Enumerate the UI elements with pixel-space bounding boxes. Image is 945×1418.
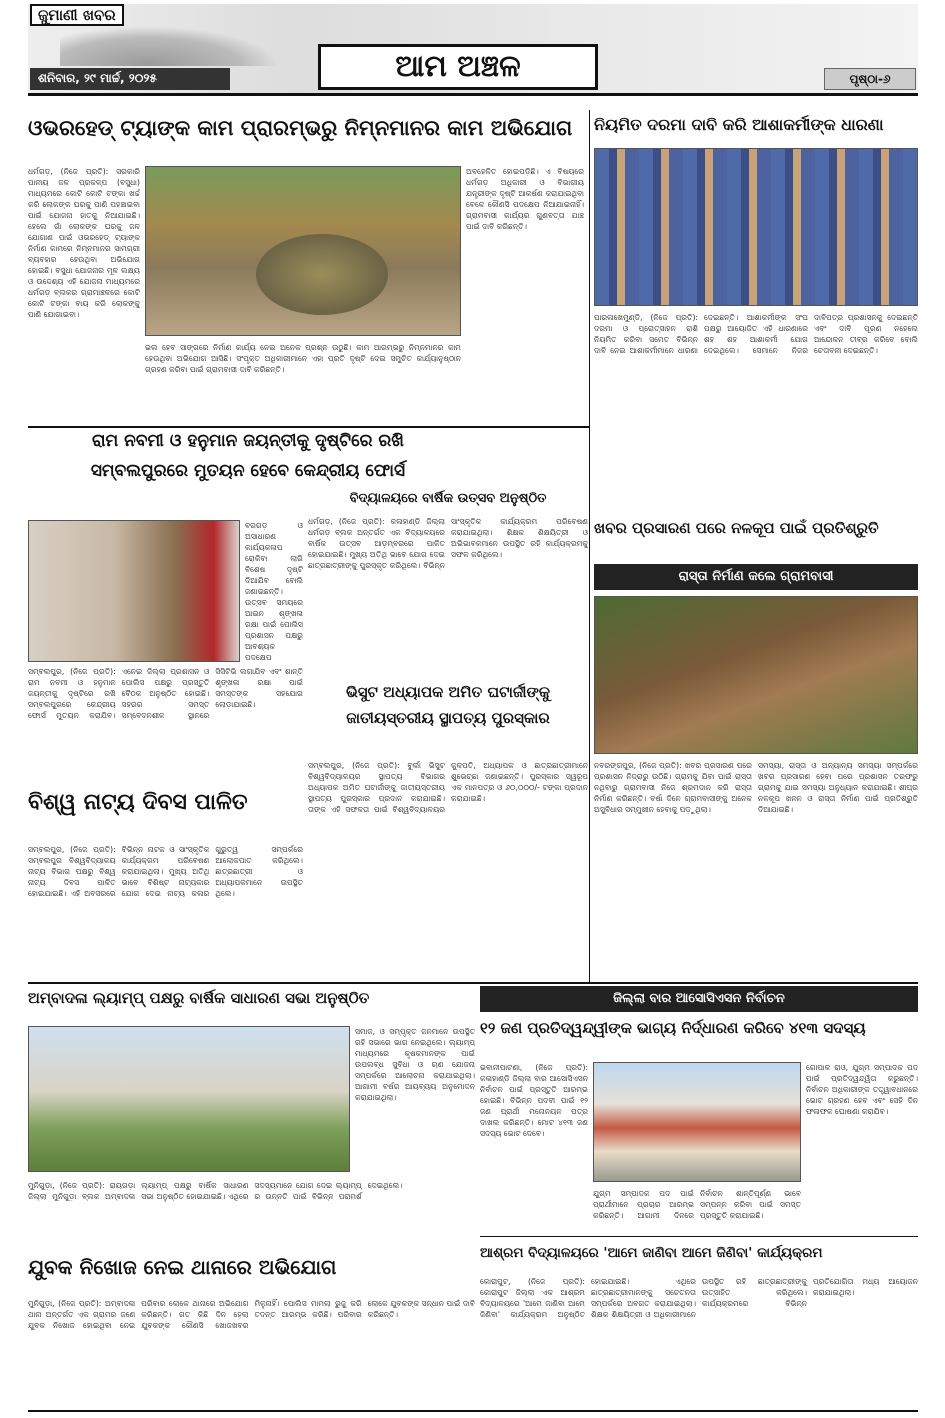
article-ram-navami-body: ସମ୍ବଲପୁର, (ନିଜେ ପ୍ରତି): ରାମ ନବମୀ ଓ ହନୁମାନ ଜୟନ୍ତୀକୁ ଦୃଷ୍ଟିରେ ରଖି ସମ୍ବଲପୁରରେ କେନ୍ଦ୍ରୀୟ ଫୋର୍ସ ମୁତୟନ କରାଯିବ। ଏନେଇ ଜିଲ୍ଲା ପ୍ରଶାସନ ଓ ପୋଲିସ ପକ୍ଷରୁ ପ୍ରସ୍ତୁତି ବୈଠକ ଅନୁଷ୍ଠିତ ହୋଇଛି। ସହରର ସମସ୍ତ ସମ୍ବେଦନଶୀଳ ସ୍ଥାନରେ ସିସିଟିଭି ଲଗାଯିବ ଏବଂ ଶାନ୍ତି ଶୃଙ୍ଖଳା ରକ୍ଷା ପାଇଁ ସମସ୍ତଙ୍କ ସହଯୋଗ ଲୋଡ଼ାଯାଇଛି।	[28, 667, 303, 720]
headline-ambadala-lamp: ଅମ୍ବାଦଳା ଲ୍ୟାମ୍ପ୍ ପକ୍ଷରୁ ବାର୍ଷିକ ସାଧାରଣ ସଭା ଅନୁଷ୍ଠିତ	[28, 989, 370, 1007]
headline-ashram-school: ଆଶ୍ରମ ବିଦ୍ୟାଳୟରେ 'ଆମେ ଜାଣିବା ଆମେ ଜିଣିବା' କାର୍ଯ୍ୟକ୍ରମ	[480, 1245, 823, 1261]
headline-overhead-tank: ଓଭରହେଡ୍ ଟ୍ୟାଙ୍କ କାମ ପ୍ରାରମ୍ଭରୁ ନିମ୍ନମାନର କାମ ଅଭିଯୋଗ	[28, 116, 573, 140]
article-ashram-school-body: କୋରାପୁଟ, (ନିଜେ ପ୍ରତି): କୋରାପୁଟ ଜିଲ୍ଲା ଏକ ଆଶ୍ରମ ବିଦ୍ୟାଳୟରେ 'ଆମେ ଜାଣିବା ଆମେ ଜିଣିବା' କାର୍ଯ୍ୟକ୍ରମ ଅନୁଷ୍ଠିତ ହୋଇଯାଇଛି। ଏଥିରେ ଛାତ୍ରଛାତ୍ରୀମାନଙ୍କୁ ସଚେତନତା ସମ୍ପର୍କରେ ଅବଗତ କରାଯାଇଥିଲା। ଶିକ୍ଷକ ଶିକ୍ଷୟିତ୍ରୀ ଓ ଅଧିକାରୀମାନେ ଉପସ୍ଥିତ ରହି ଛାତ୍ରଛାତ୍ରୀଙ୍କୁ ଉତ୍ସାହିତ କରିଥିଲେ। କାର୍ଯ୍ୟକ୍ରମରେ ବିଭିନ୍ନ ପ୍ରତିଯୋଗିତା ମଧ୍ୟ ଆୟୋଜନ କରାଯାଇଥିଲା।	[480, 1277, 918, 1319]
headline-tubewell-promise: ଖବର ପ୍ରସାରଣ ପରେ ନଳକୂପ ପାଇଁ ପ୍ରତିଶ୍ରୁତି	[594, 519, 879, 537]
article-bar-association-body-right: ଗୋପାଳ ରାଓ, ଯୁଗ୍ମ ସମ୍ପାଦକ ପଦ ପାଇଁ ପ୍ରତିଦ୍ୱନ୍ଦ୍ୱିତା କରୁଛନ୍ତି। ନିର୍ବାଚନ ଅଧିକାରୀଙ୍କ ତତ୍ତ୍ୱାବଧାନରେ ଭୋଟ ଗ୍ରହଣ ହେବ ଏବଂ ସେହି ଦିନ ଫଳାଫଳ ଘୋଷଣା କରାଯିବ।	[806, 1063, 918, 1116]
article-missing-youth-body: ମୁନିଗୁଡ଼ା, (ନିଜେ ପ୍ରତି): ଅମ୍ବାଦଳା ଥାନା ଅନ୍ତର୍ଗତ ଏକ ଗ୍ରାମର ଜଣେ ଯୁବକ ନିଖୋଜ ହୋଇଥିବା ନେଇ ପରିବାର ଲୋକେ ଥାନାରେ ଅଭିଯୋଗ କରିଛନ୍ତି। ଗତ କିଛି ଦିନ ହେଲା ଯୁବକଙ୍କ କୌଣସି ଖୋଜଖବର ମିଳୁନାହିଁ। ପୋଲିସ ମାମଲା ରୁଜୁ କରି ତଦନ୍ତ ଆରମ୍ଭ କରିଛି। ପରିବାର ଲୋକେ ଯୁବକଙ୍କ ସନ୍ଧାନ ପାଇଁ ଦାବି କରିଛନ୍ତି।	[28, 1299, 475, 1330]
newspaper-brand: ଜୁମାଣୀ ଖବର	[30, 4, 124, 26]
headline-world-theatre-day: ବିଶ୍ୱ ନାଟ୍ୟ ଦିବସ ପାଳିତ	[28, 790, 248, 815]
headline-ram-navami-line1: ରାମ ନବମୀ ଓ ହନୁମାନ ଜୟନ୍ତୀକୁ ଦୃଷ୍ଟିରେ ରଖି	[91, 431, 404, 451]
headline-school-festival: ବିଦ୍ୟାଳୟରେ ବାର୍ଷିକ ଉତ୍ସବ ଅନୁଷ୍ଠିତ	[349, 491, 547, 506]
headline-award-line2: ଜାତୀୟସ୍ତରୀୟ ସ୍ଥାପତ୍ୟ ପୁରସ୍କାର	[346, 709, 550, 727]
photo-lamp-meeting	[28, 1026, 350, 1172]
divider-ashram	[480, 1236, 918, 1237]
article-asha-body: ପାରଳାଖେମୁଣ୍ଡି, (ନିଜେ ପ୍ରତି): ଦରମା ଓ ପ୍ରୋତ୍ସାହନ ରାଶି ନିୟମିତ କରିବା ସମେତ ବିଭିନ୍ନ ଦାବି ନେଇ ଆଶାକର୍ମୀମାନେ ଧାରଣା ଦେଇଛନ୍ତି। ଆଶାକର୍ମୀଙ୍କ ସଂଘ ପକ୍ଷରୁ ଆୟୋଜିତ ଏହି ଧାରଣାରେ ଶହ ଶହ ଆଶାକର୍ମୀ ଯୋଗ ଦେଇଥିଲେ। ସେମାନେ ନିଜର ଦାବିପତ୍ର ପ୍ରଶାସନକୁ ଦେଇଛନ୍ତି ଏବଂ ଦାବି ପୂରଣ ନହେଲେ ଆନ୍ଦୋଳନ ତୀବ୍ର କରିବେ ବୋଲି ଚେତାବନୀ ଦେଇଛନ୍ତି।	[594, 313, 918, 355]
headline-award-line1: ଭିସୁଟ ଅଧ୍ୟାପକ ଅମିତ ଘଟାର୍ଜୀଙ୍କୁ	[345, 683, 551, 701]
section-title: ଆମ ଅଞ୍ଚଳ	[318, 44, 598, 90]
issue-date: ଶନିବାର, ୨୯ ମାର୍ଚ୍ଚ, ୨୦୨୫	[30, 68, 230, 90]
photo-police-officer	[28, 520, 240, 662]
section-rule	[28, 426, 589, 428]
page-number: ପୃଷ୍ଠା-୬	[824, 68, 916, 90]
article-bar-association-body-bottom: ଯୁଗ୍ମ ସମ୍ପାଦକ ପଦ ପାଇଁ ପ୍ରାର୍ଥୀମାନେ ପ୍ରଚାର ଆରମ୍ଭ କରିଛନ୍ତି। ଆଗାମୀ ଦିନରେ ନିର୍ବାଚନ ଶାନ୍ତିପୂର୍ଣ୍ଣ ଭାବେ ସମ୍ପନ୍ନ କରିବା ପାଇଁ ସମସ୍ତ ପ୍ରସ୍ତୁତି କରାଯାଇଛି।	[593, 1189, 801, 1220]
headline-ram-navami-line2: ସମ୍ବଲପୁରରେ ମୁତୟନ ହେବେ କେନ୍ଦ୍ରୀୟ ଫୋର୍ସ	[90, 461, 406, 481]
article-road-body-left: ନବରଙ୍ଗପୁର, (ନିଜେ ପ୍ରତି): ଖବର ପ୍ରସାରଣ ପରେ ପ୍ରଶାସନ ନିଦ୍ରାରୁ ଉଠିଛି। ଗ୍ରାମକୁ ଯିବା ପାଇଁ ରାସ୍ତା ନଥିବାରୁ ଗ୍ରାମବାସୀ ନିଜେ ଶ୍ରମଦାନ କରି ରାସ୍ତା ନିର୍ମାଣ କରିଛନ୍ତି। ବର୍ଷା ଦିନେ ଗ୍ରାମବାସୀଙ୍କୁ ଅନେକ ଅସୁବିଧାର ସମ୍ମୁଖୀନ ହେବାକୁ ପଡ଼ୁଥିଲା।	[594, 761, 752, 814]
article-school-festival-body: ଧର୍ମଗଡ଼, (ନିଜେ ପ୍ରତି): କଳାହାଣ୍ଡି ଜିଲ୍ଲା ଧର୍ମଗଡ଼ ବ୍ଲକ ଅନ୍ତର୍ଗତ ଏକ ବିଦ୍ୟାଳୟରେ ବାର୍ଷିକ ଉତ୍ସବ ଆଡ଼ମ୍ବରରେ ପାଳିତ ହୋଇଯାଇଛି। ମୁଖ୍ୟ ଅତିଥି ଭାବେ ଯୋଗ ଦେଇ ଛାତ୍ରଛାତ୍ରୀଙ୍କୁ ପୁରସ୍କୃତ କରିଥିଲେ। ବିଭିନ୍ନ ସାଂସ୍କୃତିକ କାର୍ଯ୍ୟକ୍ରମ ପରିବେଷଣ କରାଯାଇଥିଲା। ଶିକ୍ଷକ ଶିକ୍ଷୟିତ୍ରୀ ଓ ଅଭିଭାବକମାନେ ଉପସ୍ଥିତ ରହି କାର୍ଯ୍ୟକ୍ରମକୁ ସଫଳ କରିଥିଲେ।	[308, 517, 588, 570]
headline-road-construction: ରାସ୍ତା ନିର୍ମାଣ କଲେ ଗ୍ରାମବାସୀ	[594, 564, 918, 590]
article-overhead-tank-body-mid: ଭଲ ହେବ ସାଙ୍ଗରେ ନିର୍ମାଣ କାର୍ଯ୍ୟ ନେଇ ଅନେକ ପ୍ରଶ୍ନ ଉଠୁଛି। କାମ ଆରମ୍ଭରୁ ନିମ୍ନମାନର କାମ ହେଉଥିବା ଅଭିଯୋଗ ଆସିଛି। ସଂପୃକ୍ତ ଅଧିକାରୀମାନେ ଏହା ପ୍ରତି ଦୃଷ୍ଟି ଦେଇ ସମୁଚିତ କାର୍ଯ୍ୟାନୁଷ୍ଠାନ ଗ୍ରହଣ କରିବା ପାଇଁ ଗ୍ରାମବାସୀ ଦାବି କରିଛନ୍ତି।	[145, 343, 461, 374]
headline-asha-dharna: ନିୟମିତ ଦରମା ଦାବି କରି ଆଶାକର୍ମୀଙ୍କ ଧାରଣା	[594, 115, 884, 134]
headline-missing-youth: ଯୁବକ ନିଖୋଜ ନେଇ ଥାନାରେ ଅଭିଯୋଗ	[28, 1255, 337, 1279]
kicker-bar-association: ଜିଲ୍ଲା ବାର ଆସୋସିଏସନ ନିର୍ବାଚନ	[480, 986, 918, 1012]
headline-bar-association: ୧୨ ଜଣ ପ୍ରତିଦ୍ୱନ୍ଦ୍ୱୀଙ୍କ ଭାଗ୍ୟ ନିର୍ଦ୍ଧାରଣ କରିବେ ୪୧୩ ସଦସ୍ୟ	[480, 1019, 866, 1037]
article-road-body-right: ସମସ୍ୟା, ରାସ୍ତା ଓ ଅନ୍ୟାନ୍ୟ ସମସ୍ୟା ସମ୍ପର୍କରେ ଖବର ପ୍ରସାରଣ ହେବା ପରେ ପ୍ରଶାସନ ତରଫରୁ ଗ୍ରାମକୁ ଯାଇ ସମସ୍ୟା ଅନୁଧ୍ୟାନ କରାଯାଇଛି। ଶୀଘ୍ର ନଳକୂପ ଖନନ ଓ ରାସ୍ତା ନିର୍ମାଣ ପାଇଁ ପ୍ରତିଶ୍ରୁତି ଦିଆଯାଇଛି।	[758, 761, 918, 814]
photo-overhead-tank-site	[145, 166, 461, 336]
page-bottom-rule	[28, 1410, 918, 1412]
article-bar-association-body-left: ଭବାନୀପାଟଣା, (ନିଜେ ପ୍ରତି): କଳାହାଣ୍ଡି ଜିଲ୍ଲା ବାର ଆସୋସିଏସନ ନିର୍ବାଚନ ପାଇଁ ପ୍ରସ୍ତୁତି ଆରମ୍ଭ ହୋଇଛି। ବିଭିନ୍ନ ପଦବୀ ପାଇଁ ୧୨ ଜଣ ପ୍ରାର୍ଥୀ ମନୋନୟନ ପତ୍ର ଦାଖଲ କରିଛନ୍ତି। ମୋଟ ୪୧୩ ଜଣ ସଦସ୍ୟ ଭୋଟ ଦେବେ।	[480, 1063, 588, 1138]
article-world-theatre-day-body: ସମ୍ବଲପୁର, (ନିଜେ ପ୍ରତି): ସମ୍ବଲପୁର ବିଶ୍ୱବିଦ୍ୟାଳୟ ନାଟ୍ୟ ବିଭାଗ ପକ୍ଷରୁ ବିଶ୍ୱ ନାଟ୍ୟ ଦିବସ ପାଳିତ ହୋଇଯାଇଛି। ଏହି ଅବସରରେ ବିଭିନ୍ନ ନାଟକ ଓ ସାଂସ୍କୃତିକ କାର୍ଯ୍ୟକ୍ରମ ପରିବେଷଣ କରାଯାଇଥିଲା। ମୁଖ୍ୟ ଅତିଥି ଭାବେ ବିଶିଷ୍ଟ ନାଟ୍ୟକାର ଯୋଗ ଦେଇ ନାଟ୍ୟ କଳାର ଗୁରୁତ୍ୱ ସମ୍ପର୍କରେ ଆଲୋକପାତ କରିଥିଲେ। ଛାତ୍ରଛାତ୍ରୀ ଓ ଅଧ୍ୟାପକମାନେ ଉପସ୍ଥିତ ଥିଲେ।	[28, 845, 303, 898]
column-divider	[589, 110, 590, 982]
article-award-body: ସମ୍ବଲପୁର, (ନିଜେ ପ୍ରତି): ବୁର୍ଲା ଭିସୁଟ ବିଶ୍ୱବିଦ୍ୟାଳୟର ସ୍ଥାପତ୍ୟ ବିଭାଗର ଅଧ୍ୟାପକ ଅମିତ ଘଟାର୍ଜୀଙ୍କୁ ଜାତୀୟସ୍ତରୀୟ ସ୍ଥାପତ୍ୟ ପୁରସ୍କାର ପ୍ରଦାନ କରାଯାଇଛି। ତାଙ୍କ ଏହି ସଫଳତା ପାଇଁ ବିଶ୍ୱବିଦ୍ୟାଳୟର କୁଳପତି, ଅଧ୍ୟାପକ ଓ ଛାତ୍ରଛାତ୍ରୀମାନେ ଶୁଭେଚ୍ଛା ଜଣାଇଛନ୍ତି। ପୁରସ୍କାର ସ୍ୱରୂପ ଏକ ମାନପତ୍ର ଓ ୬୦,୦୦୦/- ଟଙ୍କା ପ୍ରଦାନ କରାଯାଇଛି।	[308, 761, 588, 814]
photo-road-construction	[594, 596, 918, 754]
masthead-illustration	[60, 26, 280, 66]
section-rule-lower	[28, 982, 918, 984]
photo-asha-crowd	[594, 148, 918, 306]
article-ambadala-body-right: ସମାଜ, ଓ ସମ୍ପୃକ୍ତ ଜନମାନେ ଉପସ୍ଥିତ ରହି ସଭାରେ ଭାଗ ନେଇଥିଲେ। ଲ୍ୟାମ୍ପ୍ ମାଧ୍ୟମରେ କୃଷକମାନଙ୍କ ପାଇଁ ଉପଲବ୍ଧ ସୁବିଧା ଓ ଋଣ ଯୋଜନା ସମ୍ପର୍କରେ ଆଲୋଚନା କରାଯାଇଥିଲା। ଆଗାମୀ ବର୍ଷର ଆୟବ୍ୟୟ ଅନୁମୋଦନ କରାଯାଇଥିଲା।	[355, 1027, 475, 1102]
article-ambadala-body: ମୁନିଗୁଡ଼ା, (ନିଜେ ପ୍ରତି): ରାୟଗଡ଼ା ଜିଲ୍ଲା ମୁନିଗୁଡ଼ା ବ୍ଲକ ଅମ୍ବାଦଳା ଲ୍ୟାମ୍ପ୍ ପକ୍ଷରୁ ବାର୍ଷିକ ସାଧାରଣ ସଭା ଅନୁଷ୍ଠିତ ହୋଇଯାଇଛି। ଏଥିରେ ସଦସ୍ୟମାନେ ଯୋଗ ଦେଇ ଲ୍ୟାମ୍ପ୍ ର ଉନ୍ନତି ପାଇଁ ବିଭିନ୍ନ ପରାମର୍ଶ ଦେଇଥିଲେ।	[28, 1181, 403, 1201]
article-ram-navami-body-right: ବରଗଡ଼ ଓ ଅସାଧାରଣ କାର୍ଯ୍ୟକଳାପ ରୋକିବା ଲାଗି ବିଶେଷ ଦୃଷ୍ଟି ଦିଆଯିବ ବୋଲି ଜଣାଇଛନ୍ତି। ଉତ୍ସବ ସମୟରେ ଆଇନ ଶୃଙ୍ଖଳା ରକ୍ଷା ପାଇଁ ପୋଲିସ ପ୍ରଶାସନ ପକ୍ଷରୁ ଆବଶ୍ୟକ ପଦକ୍ଷେପ	[245, 521, 303, 662]
article-overhead-tank-body-right: ଅବହେଳିତ ହୋଇପଡ଼ିଛି। ଏ ବିଷୟରେ ଧର୍ମଗଡ଼ ଅଧିକାରୀ ଓ ବିଭାଗୀୟ ଯନ୍ତ୍ରୀଙ୍କ ଦୃଷ୍ଟି ଆକର୍ଷଣ କରାଯାଇଥିବା ବେଳେ କୌଣସି ପଦକ୍ଷେପ ନିଆଯାଇନାହିଁ। ଗ୍ରାମବାସୀ କାର୍ଯ୍ୟର ଗୁଣବତ୍ତା ଯାଞ୍ଚ ପାଇଁ ଦାବି କରିଛନ୍ତି।	[466, 167, 584, 231]
article-overhead-tank-body-left: ଧର୍ମଗଡ଼, (ନିଜେ ପ୍ରତି): ସରକାରି ପାନୀୟ ଜଳ ପ୍ରକଳ୍ପ (ବସୁଧା) ମାଧ୍ୟମରେ କୋଟି କୋଟି ଟଙ୍କା ଖର୍ଚ୍ଚ କରି ଲୋକଙ୍କ ଘରକୁ ପାଣି ପହଞ୍ଚାଇବା ପାଇଁ ଯୋଜନା ହାତକୁ ନିଆଯାଇଛି। ହେଲେ ଗାଁ ଲୋକଙ୍କ ଘରକୁ ଜଳ ଯୋଗାଣ ପାଇଁ ଓଭରହେଡ୍ ଟ୍ୟାଙ୍କ ନିର୍ମାଣ କାମରେ ନିମ୍ନମାନର ସାମଗ୍ରୀ ବ୍ୟବହାର ହେଉଥିବା ଅଭିଯୋଗ ହୋଇଛି। ବସୁଧା ଯୋଜନାର ମୂଳ ଲକ୍ଷ୍ୟ ଓ ଉଦ୍ଦେଶ୍ୟ ଏହି ଯୋଜନା ମାଧ୍ୟମରେ ଧର୍ମଗଡ଼ ବ୍ଲକର ଗ୍ରାମାଞ୍ଚଳରେ କୋଟି କୋଟି ଟଙ୍କା ବାୟ କରି ଲୋକଙ୍କୁ ପାଣି ଯୋଗାଇବା।	[28, 167, 140, 319]
photo-court-building	[593, 1062, 801, 1182]
